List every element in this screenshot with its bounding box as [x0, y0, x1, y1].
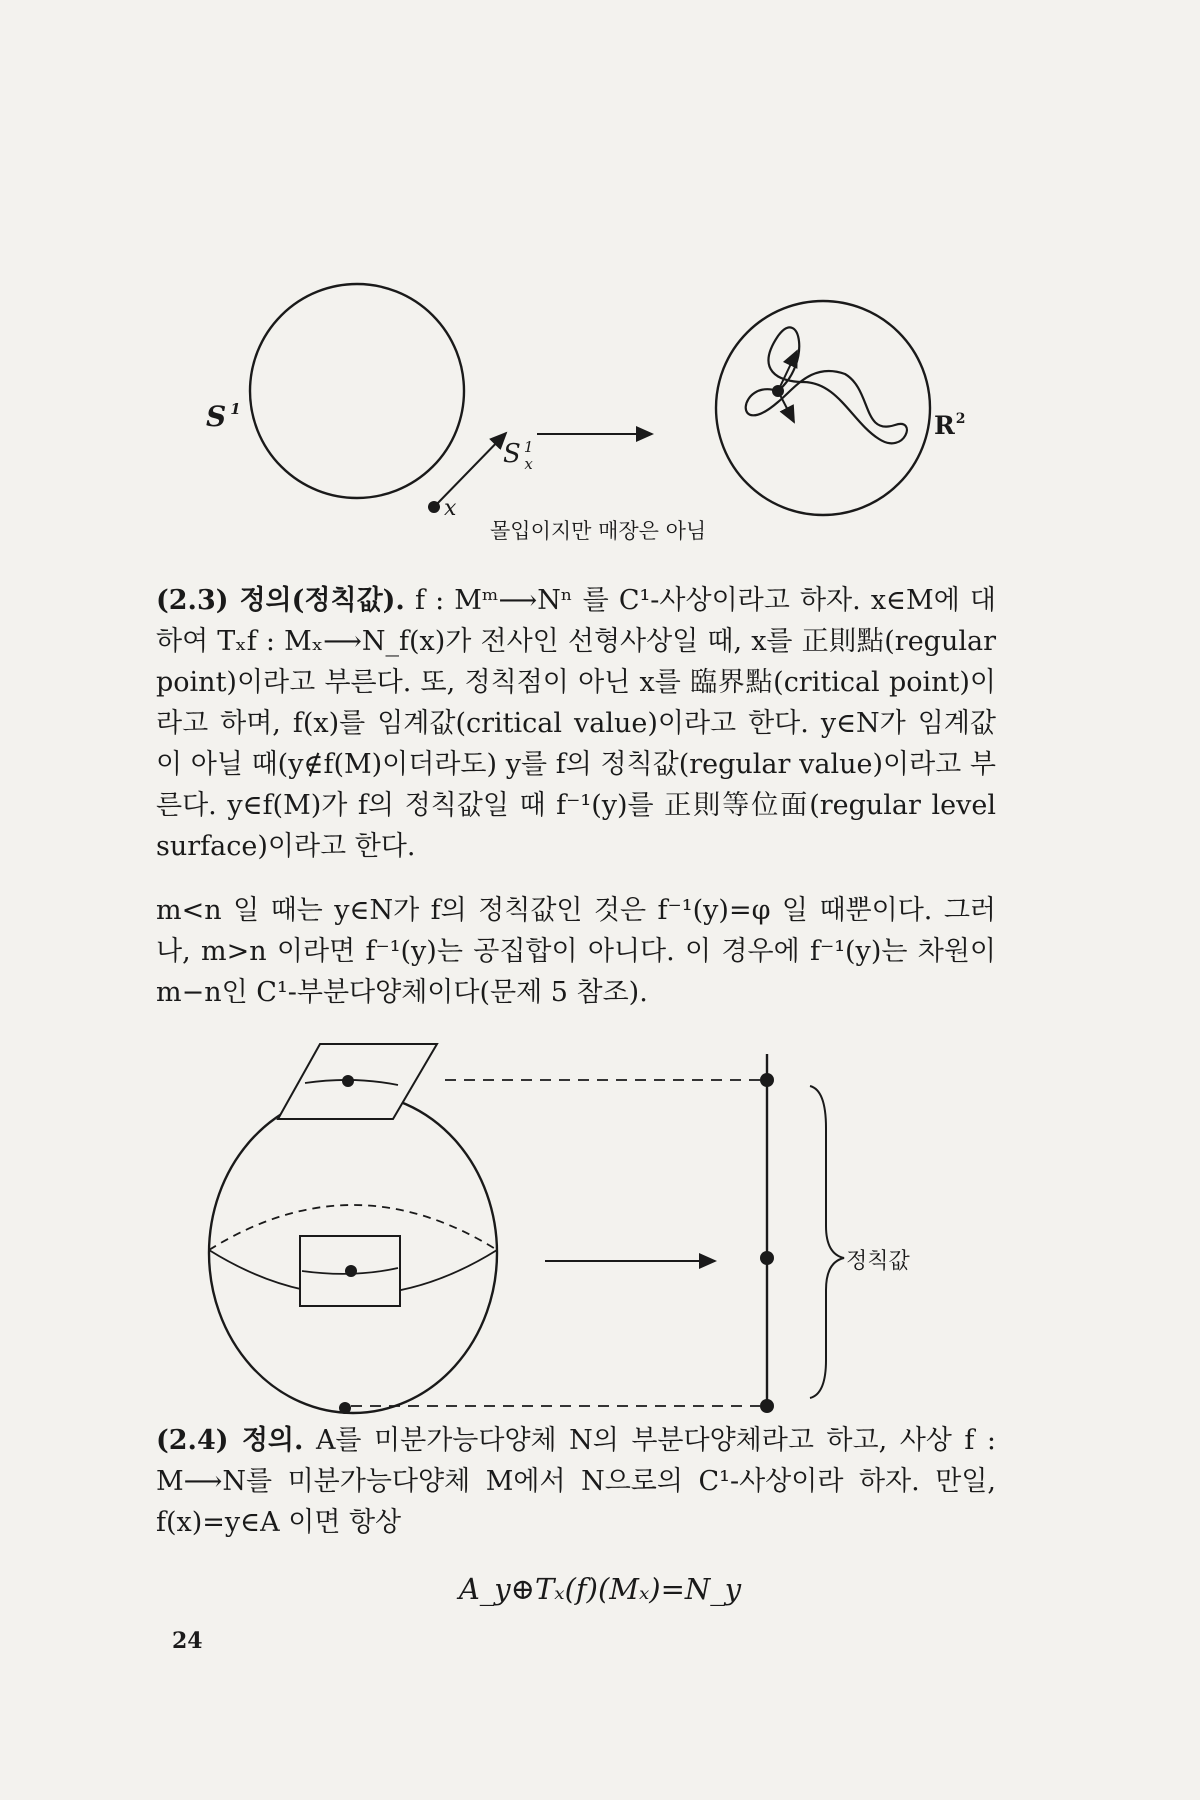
page-number: 24 [172, 1628, 203, 1654]
definition-2-3 [156, 580, 996, 867]
definition-heading: (2.4) 정의. [156, 1425, 304, 1456]
definition-heading: (2.3) 정의(정칙값). [156, 585, 405, 616]
circle-r2 [716, 301, 930, 515]
label-r2: $R^2$ [934, 411, 966, 440]
circle-s1 [250, 284, 464, 498]
regular-values-figure [0, 1040, 1200, 1410]
top-point [342, 1075, 354, 1087]
label-s1: S $^1$ [206, 400, 241, 433]
paragraph-body: m<n 일 때는 y∈N가 f의 정칙값인 것은 f⁻¹(y)=φ 일 때뿐이다. 그러나, m>n 이라면 f⁻¹(y)는 공집합이 아니다. 이 경우에 f⁻¹(y)는 차원이 m−n인 C¹-부분다양체이다(문제 5 참조). [156, 895, 996, 1008]
definition-2-4 [156, 1420, 996, 1543]
immersed-curve [746, 327, 907, 443]
label-regular-values: 정칙값 [846, 1249, 910, 1274]
definition-body: A를 미분가능다양체 N의 부분다양체라고 하고, 사상 f : M⟶N를 미분가능다양체 M에서 N으로의 C¹-사상이라 하자. 만일, f(x)=y∈A 이면 항상 [156, 1425, 996, 1538]
bottom-point [339, 1402, 351, 1414]
figure1-caption: 몰입이지만 매장은 아님 [490, 519, 707, 543]
value-bottom [760, 1399, 774, 1413]
label-point-x: x [444, 496, 457, 521]
value-middle [760, 1251, 774, 1265]
definition-body: f : Mᵐ⟶Nⁿ 를 C¹-사상이라고 하자. x∈M에 대하여 Tₓf : Mₓ⟶N_f(x)가 전사인 선형사상일 때, x를 正則點(regular point)이라고 부른다. 또, 정칙점이 아닌 x를 臨界點(critical point)이라고 하며, f(x)를 임계값(critical value)이라고 한다. y∈N가 임계값이 아닐 때(y∉f(M)이더라도) y를 f의 정칙값(regular value)이라고 부른다. y∈f(M)가 f의 정칙값일 때 f⁻¹(y)를 正則等位面(regular level surface)이라고 한다. [156, 585, 996, 862]
value-top [760, 1073, 774, 1087]
paragraph-m-n [156, 890, 996, 1013]
middle-point [345, 1265, 357, 1277]
regular-values-brace [810, 1086, 844, 1398]
transversality-equation: A_y⊕Tₓ(f)(Mₓ)=N_y [458, 1572, 742, 1606]
label-tangent-space: S $^1$ x [503, 438, 534, 473]
immersion-figure [0, 250, 1200, 560]
